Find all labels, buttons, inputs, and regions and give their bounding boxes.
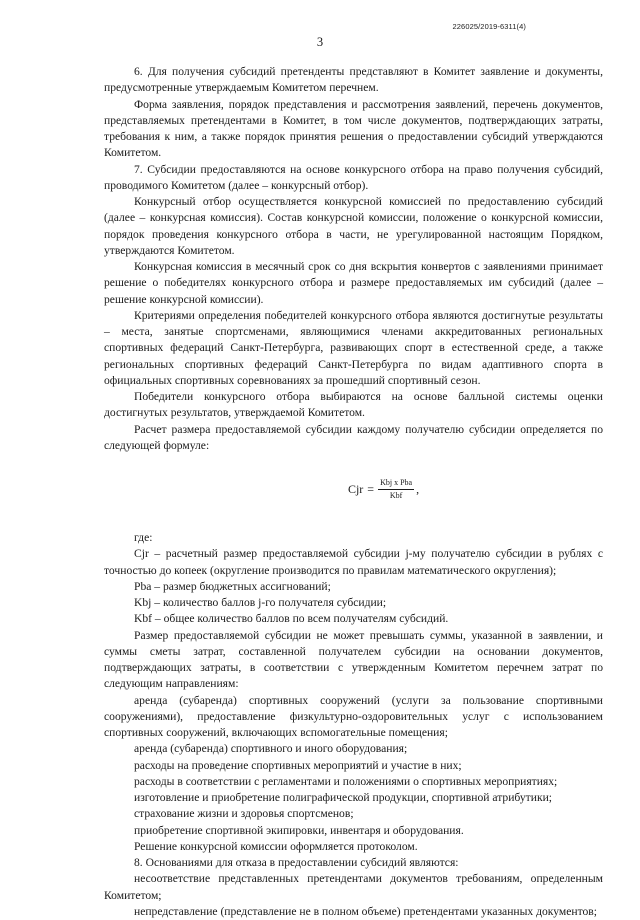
document-id: 226025/2019-6311(4) (452, 22, 526, 31)
paragraph-calculation: Расчет размера предоставляемой субсидии каждому получателю субсидии определяется по следующей формуле: (104, 422, 603, 452)
paragraph-where: где: (134, 531, 153, 544)
subsidy-formula (104, 454, 603, 524)
refusal-reason-missing: непредставление (представление не в полном объеме) претендентами указанных документов; (134, 904, 597, 918)
expense-item-printing: изготовление и приобретение полиграфической продукции, спортивной атрибутики; (134, 791, 553, 804)
definition-kbf: Kbf – общее количество баллов по всем получателям субсидий. (134, 612, 449, 626)
paragraph-winners: Победители конкурсного отбора выбираются на основе балльной системы оценки достигнутых результатов, утверждаемой Комитетом. (104, 390, 603, 420)
page-number: 3 (316, 35, 324, 49)
definition-cjr: Cjr – расчетный размер предоставляемой субсидии j-му получателю субсидии в рублях с точностью до копеек (округление производится по правилам математического округления); (104, 547, 603, 577)
document-body (104, 64, 603, 920)
formula-equals: = (367, 481, 375, 496)
paragraph-commission-decision: Конкурсная комиссия в месячный срок со дня вскрытия конвертов с заявлениями принимает решение о победителях конкурсного отбора и размере предоставляемых им субсидий (далее – решение конкурсной комиссии). (104, 260, 603, 306)
expense-item-gear: приобретение спортивной экипировки, инвентаря и оборудования. (134, 823, 464, 837)
expense-item-regulations: расходы в соответствии с регламентами и положениями о спортивных мероприятиях; (134, 774, 558, 788)
formula-comma: , (416, 481, 420, 496)
paragraph-criteria: Критериями определения победителей конкурсного отбора являются достигнутые результаты – места, занятые спортсменами, являющимися членами аккредитованных региональных спортивных федераций Санкт-Петербурга, развивающих спорт в естественной среде, а также региональных спортивных федераций Санкт-Петербурга по видам адаптивного спорта в официальных спортивных соревнованиях за прошедший спортивный сезон. (104, 308, 603, 387)
definition-kbj: Kbj – количество баллов j-го получателя субсидии; (134, 596, 387, 609)
paragraph-8: 8. Основаниями для отказа в предоставлении субсидий являются: (134, 856, 459, 869)
expense-item-equipment-rental: аренда (субаренда) спортивного и иного оборудования; (134, 742, 408, 756)
paragraph-limit: Размер предоставляемой субсидии не может превышать суммы, указанной в заявлении, и суммы сметы затрат, составленной получателем субсидии на основании документов, подтверждающих затраты, в соответствии с утвержденным Комитетом перечнем затрат по следующим направлениям: (104, 628, 603, 691)
expense-item-facility-rental: аренда (субаренда) спортивных сооружений (услуги за пользование спортивными сооружениями), предоставление физкультурно-оздоровительных услуг с использованием спортивных сооружений, включающих вспомогательные помещения; (104, 693, 603, 739)
paragraph-application-form: Форма заявления, порядок представления и рассмотрения заявлений, перечень документов, представляемых претендентами в Комитет, в том числе документов, подтверждающих затраты, требования к ним, а также порядок принятия решения о предоставлении субсидий утверждаются Комитетом. (104, 97, 603, 160)
formula-numerator: Kbj x Pba (378, 478, 414, 490)
refusal-reason-mismatch: несоответствие представленных претендентами документов требованиям, определенным Комитетом; (104, 872, 603, 902)
formula-lhs: Cjr (347, 481, 364, 496)
paragraph-6: 6. Для получения субсидий претенденты представляют в Комитет заявление и документы, предусмотренные утверждаемым Комитетом перечнем. (104, 65, 603, 95)
expense-item-events: расходы на проведение спортивных мероприятий и участие в них; (134, 758, 462, 772)
paragraph-commission: Конкурсный отбор осуществляется конкурсной комиссией по предоставлению субсидий (далее – конкурсная комиссия). Состав конкурсной комиссии, положение о конкурсной комиссии, порядок проведения конкурсного отбора в части, не урегулированной настоящим Порядком, утверждаются Комитетом. (104, 195, 603, 257)
definition-pba: Pba – размер бюджетных ассигнований; (134, 579, 331, 593)
paragraph-protocol: Решение конкурсной комиссии оформляется протоколом. (134, 839, 418, 853)
formula-denominator: Kbf (389, 490, 403, 500)
paragraph-7: 7. Субсидии предоставляются на основе конкурсного отбора на право получения субсидий, проводимого Комитетом (далее – конкурсный отбор). (104, 162, 603, 192)
expense-item-insurance: страхование жизни и здоровья спортсменов; (134, 807, 354, 821)
formula-fraction (378, 478, 414, 501)
